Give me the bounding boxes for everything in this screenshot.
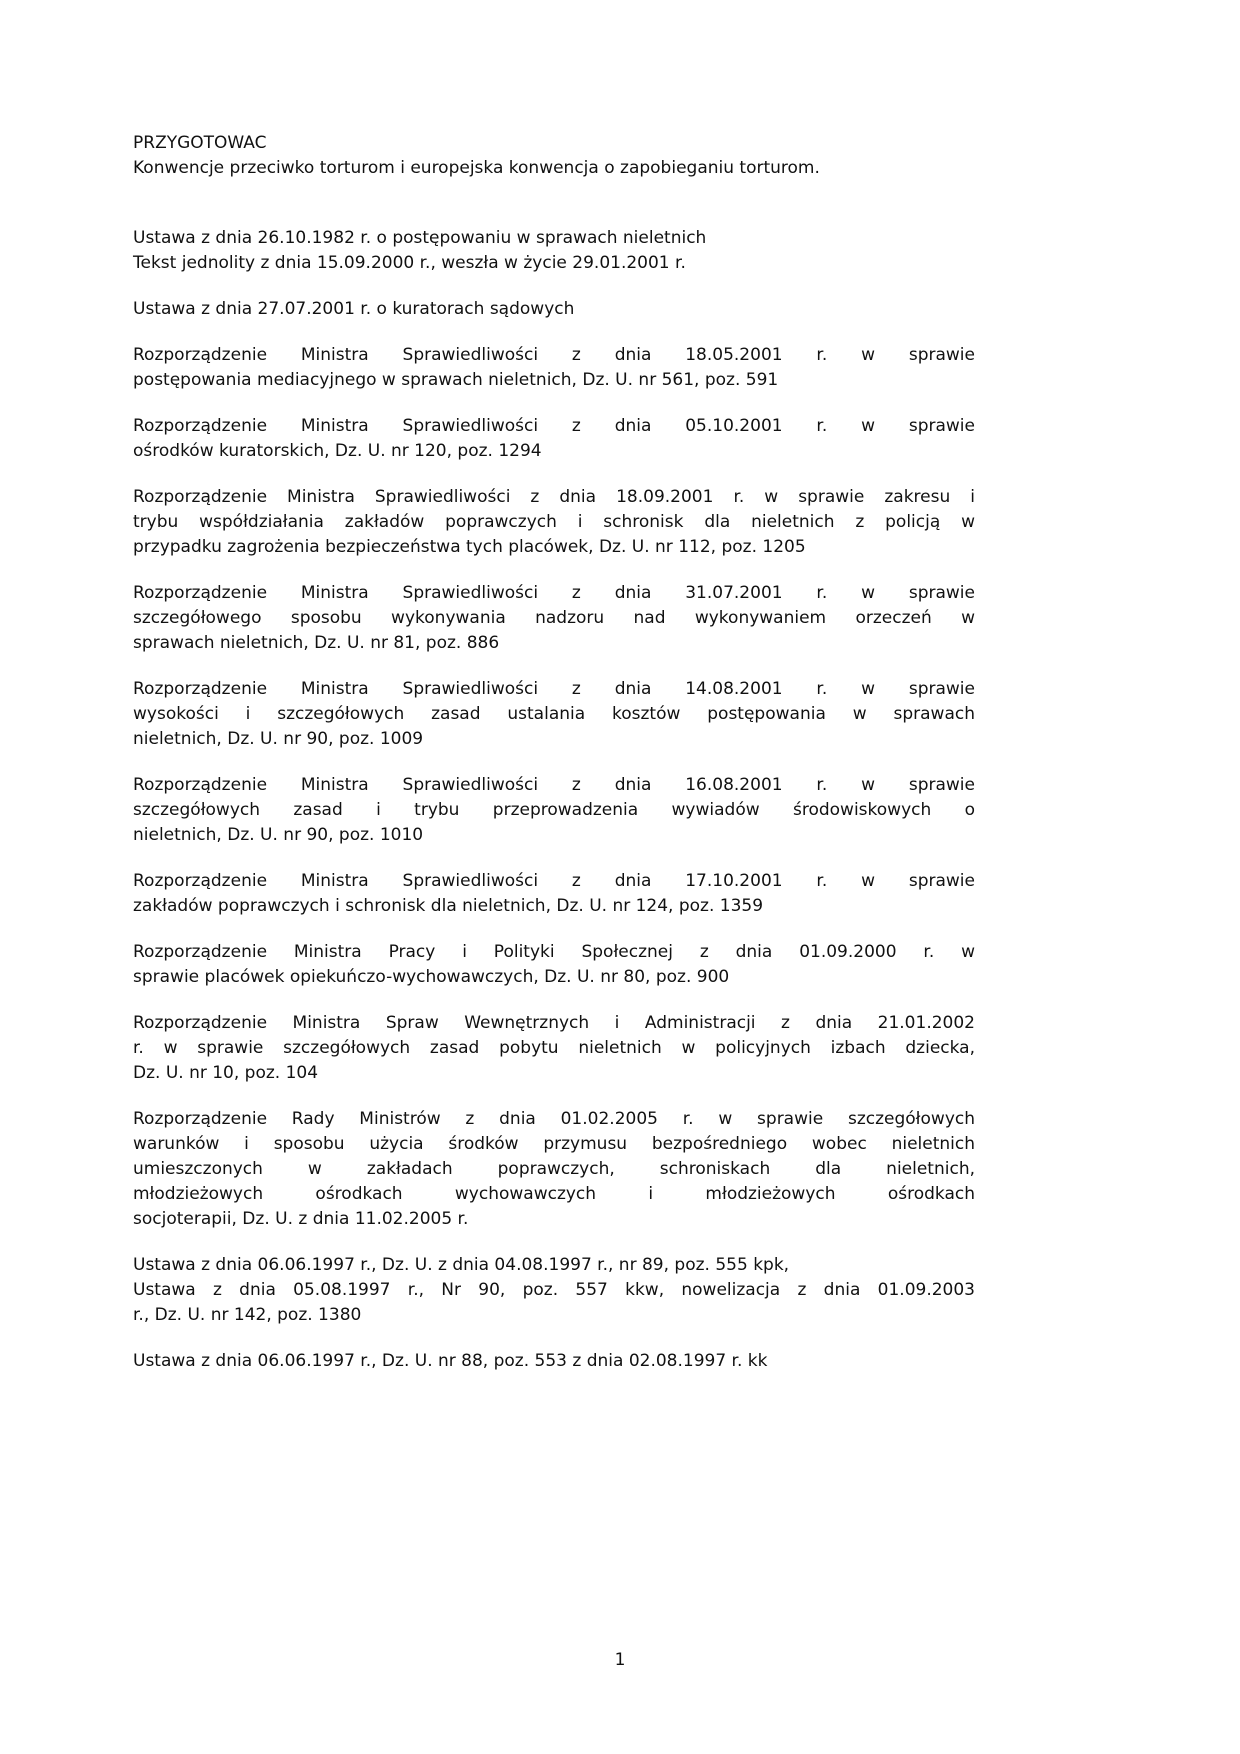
text-line: Rozporządzenie Ministra Sprawiedliwości z dnia 31.07.2001 r. w sprawie (133, 583, 975, 603)
text-line: Rozporządzenie Ministra Sprawiedliwości z dnia 17.10.2001 r. w sprawie (133, 871, 975, 891)
text-line: wysokości i szczegółowych zasad ustalania kosztów postępowania w sprawach (133, 704, 975, 724)
text-line: Rozporządzenie Ministra Sprawiedliwości z dnia 14.08.2001 r. w sprawie (133, 679, 975, 699)
ustawa-27-07-2001 (133, 297, 975, 322)
heading-block (133, 131, 975, 181)
text-line: Rozporządzenie Ministra Sprawiedliwości z dnia 18.09.2001 r. w sprawie zakresu i (133, 487, 975, 507)
text-line: umieszczonych w zakładach poprawczych, schroniskach dla nieletnich, (133, 1159, 975, 1179)
text-line: Rozporządzenie Ministra Pracy i Polityki Społecznej z dnia 01.09.2000 r. w (133, 942, 975, 962)
text-line: szczegółowego sposobu wykonywania nadzoru nad wykonywaniem orzeczeń w (133, 608, 975, 628)
text-line: Rozporządzenie Rady Ministrów z dnia 01.02.2005 r. w sprawie szczegółowych (133, 1109, 975, 1129)
rozporzadzenie-pracy-01-09-2000 (133, 940, 975, 990)
rozporzadzenie-31-07-2001 (133, 581, 975, 656)
text-line: socjoterapii, Dz. U. z dnia 11.02.2005 r. (133, 1209, 469, 1229)
text-line: Rozporządzenie Ministra Sprawiedliwości z dnia 18.05.2001 r. w sprawie (133, 345, 975, 365)
text-line: nieletnich, Dz. U. nr 90, poz. 1010 (133, 825, 424, 845)
text-line: sprawie placówek opiekuńczo-wychowawczych, Dz. U. nr 80, poz. 900 (133, 967, 730, 987)
text-line: r. w sprawie szczegółowych zasad pobytu nieletnich w policyjnych izbach dziecka, (133, 1038, 975, 1058)
text-line: trybu współdziałania zakładów poprawczych i schronisk dla nieletnich z policją w (133, 512, 975, 532)
text-line: Rozporządzenie Ministra Spraw Wewnętrznych i Administracji z dnia 21.01.2002 (133, 1013, 975, 1033)
rozporzadzenie-16-08-2001 (133, 773, 975, 848)
text-line: Rozporządzenie Ministra Sprawiedliwości z dnia 05.10.2001 r. w sprawie (133, 416, 975, 436)
rozporzadzenie-18-09-2001 (133, 485, 975, 560)
text-line: młodzieżowych ośrodkach wychowawczych i młodzieżowych ośrodkach (133, 1184, 975, 1204)
rozporzadzenie-05-10-2001 (133, 414, 975, 464)
text-line: Rozporządzenie Ministra Sprawiedliwości z dnia 16.08.2001 r. w sprawie (133, 775, 975, 795)
text-line: sprawach nieletnich, Dz. U. nr 81, poz. 886 (133, 633, 500, 653)
text-line: r., Dz. U. nr 142, poz. 1380 (133, 1305, 362, 1325)
rozporzadzenie-14-08-2001 (133, 677, 975, 752)
document-body (133, 131, 975, 1395)
text-line: szczegółowych zasad i trybu przeprowadzenia wywiadów środowiskowych o (133, 800, 975, 820)
text-line: Konwencje przeciwko torturom i europejska konwencja o zapobieganiu torturom. (133, 158, 820, 178)
text-line: PRZYGOTOWAC (133, 133, 267, 153)
rozporzadzenie-18-05-2001 (133, 343, 975, 393)
text-line: zakładów poprawczych i schronisk dla nieletnich, Dz. U. nr 124, poz. 1359 (133, 896, 764, 916)
rozporzadzenie-mswia-21-01-2002 (133, 1011, 975, 1086)
rozporzadzenie-17-10-2001 (133, 869, 975, 919)
text-line: nieletnich, Dz. U. nr 90, poz. 1009 (133, 729, 424, 749)
ustawa-06-06-1997-kk (133, 1349, 975, 1374)
page-number: 1 (614, 1650, 626, 1670)
rozporzadzenie-rady-ministrow-01-02-2005 (133, 1107, 975, 1232)
text-line: Ustawa z dnia 05.08.1997 r., Nr 90, poz. 557 kkw, nowelizacja z dnia 01.09.2003 (133, 1280, 975, 1300)
text-line: Ustawa z dnia 06.06.1997 r., Dz. U. nr 88, poz. 553 z dnia 02.08.1997 r. kk (133, 1351, 768, 1371)
text-line: przypadku zagrożenia bezpieczeństwa tych placówek, Dz. U. nr 112, poz. 1205 (133, 537, 806, 557)
text-line: Ustawa z dnia 26.10.1982 r. o postępowaniu w sprawach nieletnich (133, 228, 707, 248)
ustawa-26-10-1982 (133, 226, 975, 276)
text-line: postępowania mediacyjnego w sprawach nieletnich, Dz. U. nr 561, poz. 591 (133, 370, 779, 390)
text-line: Ustawa z dnia 06.06.1997 r., Dz. U. z dnia 04.08.1997 r., nr 89, poz. 555 kpk, (133, 1255, 790, 1275)
text-line: Dz. U. nr 10, poz. 104 (133, 1063, 319, 1083)
text-line: ośrodków kuratorskich, Dz. U. nr 120, poz. 1294 (133, 441, 542, 461)
ustawa-06-06-1997-kpk-kkw (133, 1253, 975, 1328)
text-line: Tekst jednolity z dnia 15.09.2000 r., weszła w życie 29.01.2001 r. (133, 253, 686, 273)
text-line: warunków i sposobu użycia środków przymusu bezpośredniego wobec nieletnich (133, 1134, 975, 1154)
text-line: Ustawa z dnia 27.07.2001 r. o kuratorach sądowych (133, 299, 575, 319)
